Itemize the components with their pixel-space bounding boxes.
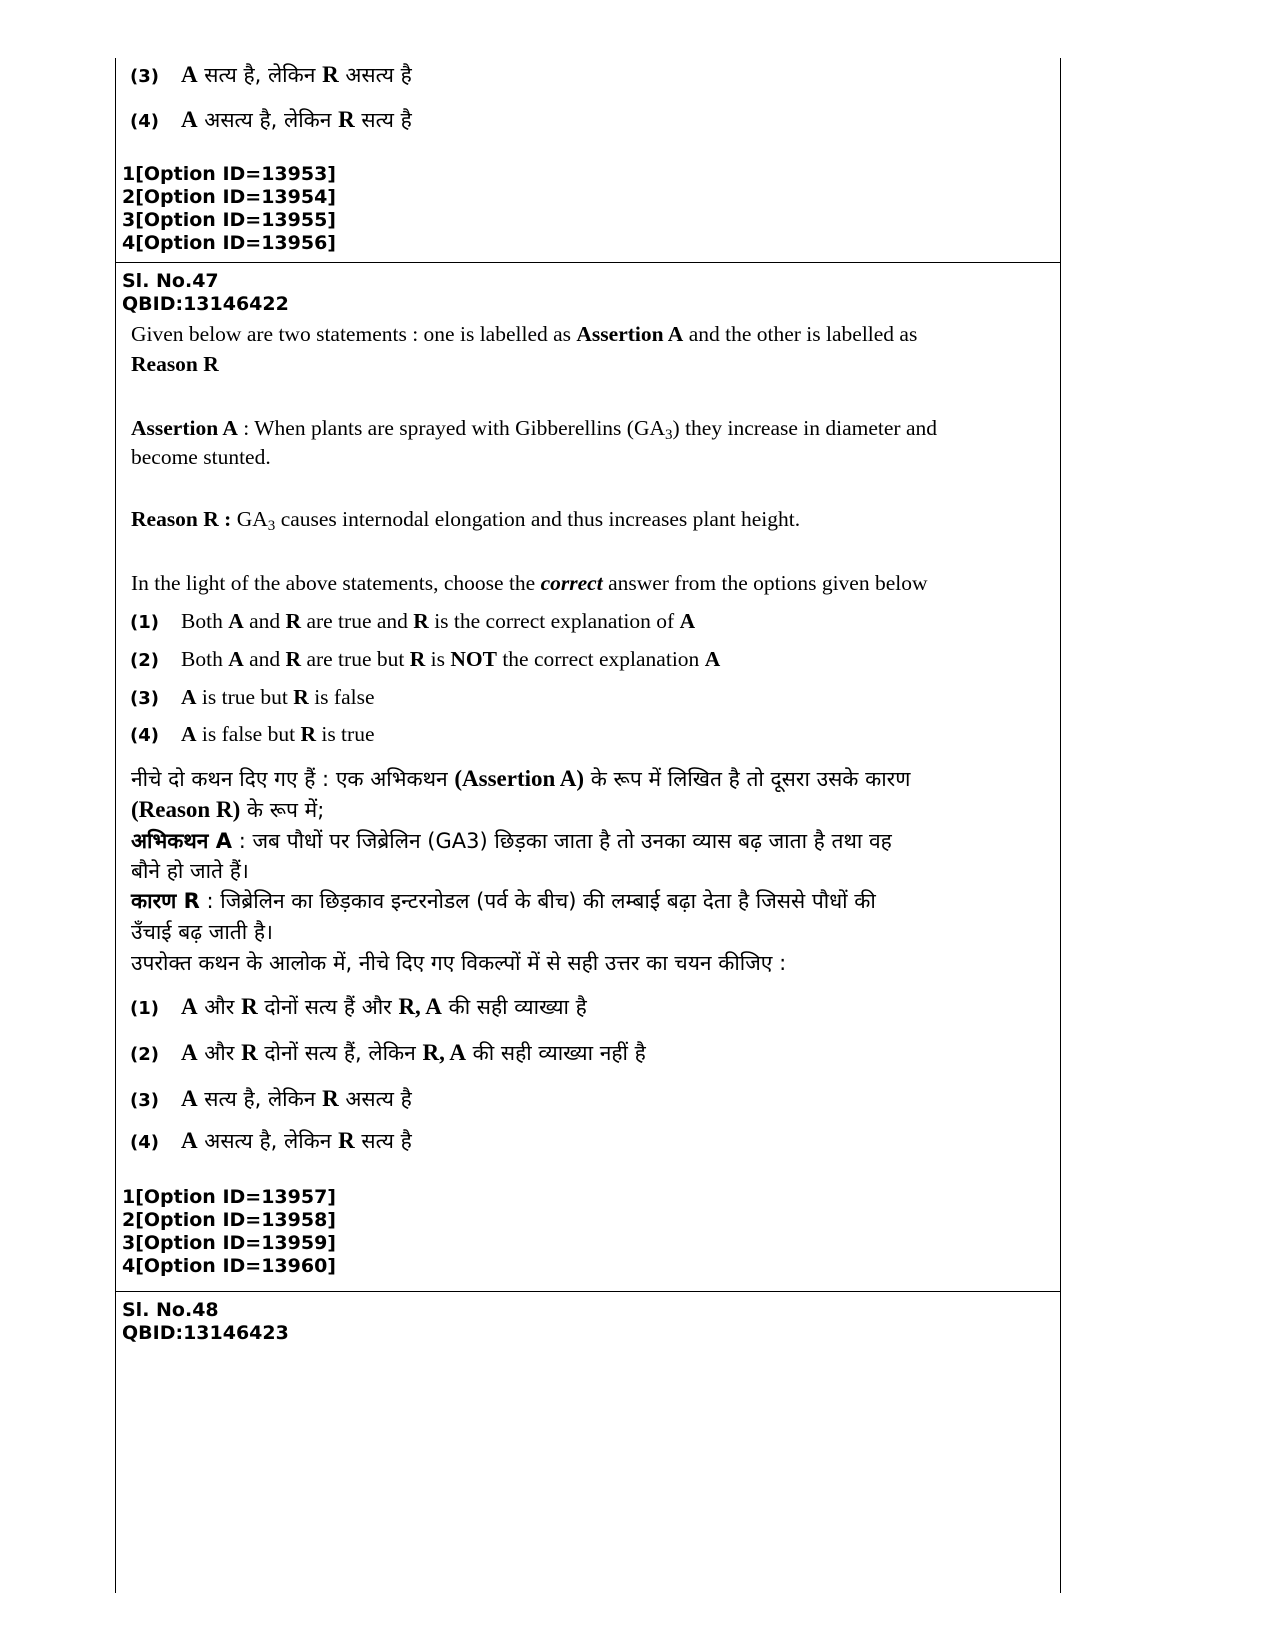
divider-q47: [115, 262, 1061, 263]
qbid: QBID:13146422: [122, 293, 289, 315]
q47-hi-line3: अभिकथन A : जब पौधों पर जिब्रेलिन (GA3) छिड़का जाता है तो उनका व्यास बढ़ जाता है तथा वह: [131, 829, 892, 853]
q47-hi-line2: (Reason R) के रूप में;: [131, 797, 325, 822]
sl-no: Sl. No.48: [122, 1299, 219, 1321]
q47-hi-line7: उपरोक्त कथन के आलोक में, नीचे दिए गए विकल्पों में से सही उत्तर का चयन कीजिए :: [131, 951, 787, 975]
qbid: QBID:13146423: [122, 1322, 289, 1344]
q47-hi-line4: बौने हो जाते हैं।: [131, 859, 249, 883]
q47-option-en-4: (4) A is false but R is true: [130, 722, 375, 746]
option-id: 2[Option ID=13958]: [122, 1209, 336, 1231]
prev-option-3: (3) A सत्य है, लेकिन R असत्य है: [130, 62, 412, 87]
q47-option-hi-1: (1) A और R दोनों सत्य हैं और R, A की सही व्याख्या है: [130, 994, 587, 1019]
q47-assertion-line2: become stunted.: [131, 445, 271, 469]
option-id: 3[Option ID=13959]: [122, 1232, 336, 1254]
q47-option-hi-3: (3) A सत्य है, लेकिन R असत्य है: [130, 1086, 412, 1111]
q48-header: [122, 1299, 289, 1345]
q47-assertion-line1: Assertion A : When plants are sprayed with Gibberellins $(GA_3)$ they increase in diameter and: [131, 416, 937, 443]
q47-prompt: In the light of the above statements, choose the correct answer from the options given below: [131, 571, 928, 595]
sl-no: Sl. No.47: [122, 270, 219, 292]
q47-hi-line6: उँचाई बढ़ जाती है।: [131, 920, 273, 944]
q47-intro-line2: Reason R: [131, 352, 219, 376]
option-id: 2[Option ID=13954]: [122, 186, 336, 208]
q47-hi-line5: कारण R : जिब्रेलिन का छिड़काव इन्टरनोडल (पर्व के बीच) की लम्बाई बढ़ा देता है जिससे पौधों की: [131, 889, 876, 913]
q47-intro-line1: Given below are two statements : one is labelled as Assertion A and the other is labelled as: [131, 322, 918, 346]
q47-header: [122, 270, 289, 316]
q47-option-en-3: (3) A is true but R is false: [130, 685, 375, 709]
option-id: 1[Option ID=13957]: [122, 1186, 336, 1208]
q47-hi-line1: नीचे दो कथन दिए गए हैं : एक अभिकथन (Assertion A) के रूप में लिखित है तो दूसरा उसके कारण: [131, 766, 911, 791]
option-id: 4[Option ID=13956]: [122, 232, 336, 254]
q47-option-hi-2: (2) A और R दोनों सत्य हैं, लेकिन R, A की सही व्याख्या नहीं है: [130, 1040, 646, 1065]
q47-option-ids: [122, 1186, 336, 1278]
option-id: 1[Option ID=13953]: [122, 163, 336, 185]
q47-option-en-1: (1) Both A and R are true and R is the correct explanation of A: [130, 609, 696, 633]
prev-option-ids: [122, 163, 336, 255]
option-id: 4[Option ID=13960]: [122, 1255, 336, 1277]
divider-q48: [115, 1291, 1061, 1292]
q47-reason: Reason R : $GA_3$ causes internodal elongation and thus increases plant height.: [131, 507, 801, 534]
q47-option-hi-4: (4) A असत्य है, लेकिन R सत्य है: [130, 1128, 412, 1153]
q47-option-en-2: (2) Both A and R are true but R is NOT the correct explanation A: [130, 647, 721, 671]
prev-option-4: (4) A असत्य है, लेकिन R सत्य है: [130, 107, 412, 132]
option-id: 3[Option ID=13955]: [122, 209, 336, 231]
